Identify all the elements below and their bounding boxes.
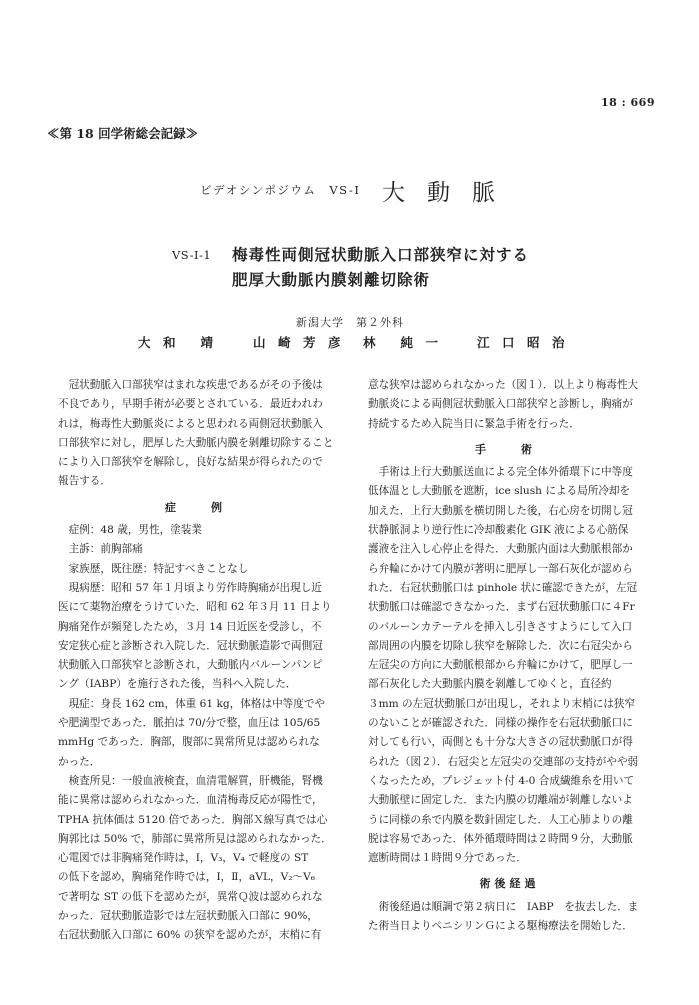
text-line: 対しても行い，両側とも十分な大きさの冠状動脈口が得 [368, 736, 633, 749]
text-line: 部石灰化した大動脈内膜を剝離してゆくと，直径約 [368, 678, 612, 691]
text-line: 右冠状動脈入口部に 60% の狭窄を認めたが，末梢に有 [58, 929, 322, 942]
text-line: 遮断時間は１時間９分であった． [368, 852, 527, 865]
case-continued [368, 376, 651, 434]
text-line: 左冠尖の方向に大動脈根部から弁輪にかけて，肥厚し一 [368, 659, 633, 672]
affiliation: 新潟大学 第２外科 [296, 316, 404, 329]
text-line: 能に異常は認められなかった．血清梅毒反応が陽性で， [58, 794, 323, 807]
right-column [368, 376, 651, 936]
intro-section [58, 376, 341, 492]
author-list [0, 333, 699, 353]
text-line: 不良であり，早期手術が必要とされている．最近われわ [58, 398, 323, 411]
author-1: 大 和 靖 [138, 335, 214, 350]
article-code: VS-Ⅰ-1 [172, 248, 212, 262]
title-line-1: 梅毒性両側冠状動脈入口部狭窄に対する [232, 245, 530, 264]
text-line: 脱は容易であった．体外循環時間は２時間９分，大動脈 [368, 832, 633, 845]
text-line: 状静脈洞より逆行性に冷却酸素化 GIK 液による心筋保 [368, 524, 629, 537]
author-2: 山 崎 芳 彦 [253, 335, 341, 350]
text-line: ング（IABP）を施行された後，当科へ入院した． [58, 678, 297, 691]
text-line: られた（図２）．右冠尖と左冠尖の交連部の支持がやや弱 [368, 755, 639, 768]
text-line: 低体温とし大動脈を遮断，ice slush による局所冷却を [368, 485, 631, 498]
text-line: 主訴：前胸部痛 [58, 543, 143, 556]
text-line: れは，梅毒性大動脈炎によると思われる両側冠状動脈入 [58, 417, 323, 430]
text-line: ら弁輪にかけて内膜が著明に肥厚し一部石灰化が認めら [368, 562, 633, 575]
text-line: 現症：身長 162 cm，体重 61 kg，体格は中等度でや [58, 697, 326, 710]
text-line: mmHg であった．胸部，腹部に異常所見は認められな [58, 736, 320, 749]
text-line: 状動脈入口部狭窄と診断され，大動脈内バルーンパンピ [58, 659, 323, 672]
text-line: 心電図では非胸痛発作時は，Ⅰ，V₃，V₄ で軽度の ST [58, 852, 309, 865]
author-3: 林 純 一 [363, 335, 439, 350]
text-line: うに同様の糸で内膜を数針固定した．人工心肺よりの離 [368, 813, 633, 826]
text-line: や肥満型であった．脈拍は 70/分で整，血圧は 105/65 [58, 717, 321, 730]
text-line: 胸痛発作が頻発したため，３月 14 日近医を受診し，不 [58, 620, 322, 633]
text-line: 大動脈壁に固定した．また内膜の切離端が剝離しないよ [368, 794, 633, 807]
section-heading-case: 症 例 [165, 500, 234, 514]
text-line: 持続するため入院当日に緊急手術を行った． [368, 417, 580, 430]
text-line: 口部狭窄に対し，肥厚した大動脈内膜を剝離切除すること [58, 436, 334, 449]
section-heading-postop: 術後経過 [479, 877, 540, 891]
text-line: 意な狭窄は認められなかった（図１）．以上より梅毒性大 [368, 379, 639, 391]
postop-section [368, 898, 651, 937]
text-line: 現病歴：昭和 57 年１月頃より労作時胸痛が出現し近 [58, 581, 322, 594]
series-title: ≪第 18 回学術総会記録≫ [47, 126, 199, 141]
text-line: 胸郭比は 50% で，肺部に異常所見は認められなかった． [58, 832, 332, 845]
text-line: のないことが確認された．同様の操作を右冠状動脈口に [368, 717, 633, 730]
text-line: かった． [58, 755, 101, 768]
author-4: 江 口 昭 治 [477, 335, 565, 350]
page-number: 18 : 669 [601, 96, 655, 109]
symposium-topic: 大動脈 [382, 180, 517, 206]
text-line: 冠状動脈入口部狭窄はまれな疾患であるがその予後は [58, 379, 323, 391]
symposium-header [200, 174, 517, 210]
text-line: のバルーンカテーテルを挿入し引きさすようにして入口 [368, 620, 633, 633]
text-line: 術後経過は順調で第２病日に IABP を抜去した．ま [368, 900, 639, 913]
text-line: 手術は上行大動脈送血による完全体外循環下に中等度 [368, 466, 633, 479]
symposium-label: ビデオシンポジウム VS-Ⅰ [200, 183, 361, 197]
left-column [58, 376, 341, 946]
text-line: TPHA 抗体価は 5120 倍であった．胸部Ｘ線写真では心 [58, 813, 328, 826]
text-line: 安定狭心症と診断され入院した．冠状動脈造影で両側冠 [58, 639, 323, 652]
text-line: た術当日よりペニシリンＧによる駆梅療法を開始した． [368, 920, 633, 933]
text-line: 報告する． [58, 475, 111, 488]
text-line: 部周囲の内膜を切除し狭窄を解除した．次に右冠尖から [368, 639, 633, 652]
text-line: により入口部狭窄を解除し，良好な結果が得られたので [58, 456, 323, 469]
text-line: で著明な ST の低下を認めたが，異常Ｑ波は認められな [58, 890, 323, 903]
text-line: くなったため，プレジェット付 4-0 合成繊維糸を用いて [368, 774, 635, 787]
text-line: 護液を注入し心停止を得た．大動脈内面は大動脈根部か [368, 543, 633, 556]
text-line: れた．右冠状動脈口は pinhole 状に確認できたが，左冠 [368, 581, 638, 594]
text-line: の低下を認め，胸痛発作時では，Ⅰ，Ⅱ，aVL，V₂〜V₆ [58, 871, 316, 884]
text-line: 加えた．上行大動脈を横切開した後，右心房を切開し冠 [368, 504, 633, 517]
text-line: 状動脈口は確認できなかった．まず右冠状動脈口に４Fr [368, 601, 635, 614]
text-line: 検査所見：一般血液検査，血清電解質，肝機能，腎機 [58, 774, 323, 787]
title-line-2: 肥厚大動脈内膜剝離切除術 [232, 270, 431, 289]
text-line: 動脈炎による両側冠状動脈入口部狭窄と診断し，胸痛が [368, 398, 633, 411]
text-line: かった．冠状動脈造影では左冠状動脈入口部に 90%， [58, 910, 318, 923]
section-heading-procedure: 手 術 [475, 442, 544, 456]
text-line: 医にて薬物治療をうけていた．昭和 62 年３月 11 日より [58, 601, 332, 614]
case-section [58, 521, 341, 946]
text-line: 家族歴，既往歴：特記すべきことなし [58, 562, 249, 575]
text-line: ３mm の左冠状動脈口が出現し，それより末梢には狭窄 [368, 697, 636, 710]
procedure-section [368, 463, 651, 868]
text-line: 症例：48 歳，男性，塗装業 [58, 524, 202, 537]
